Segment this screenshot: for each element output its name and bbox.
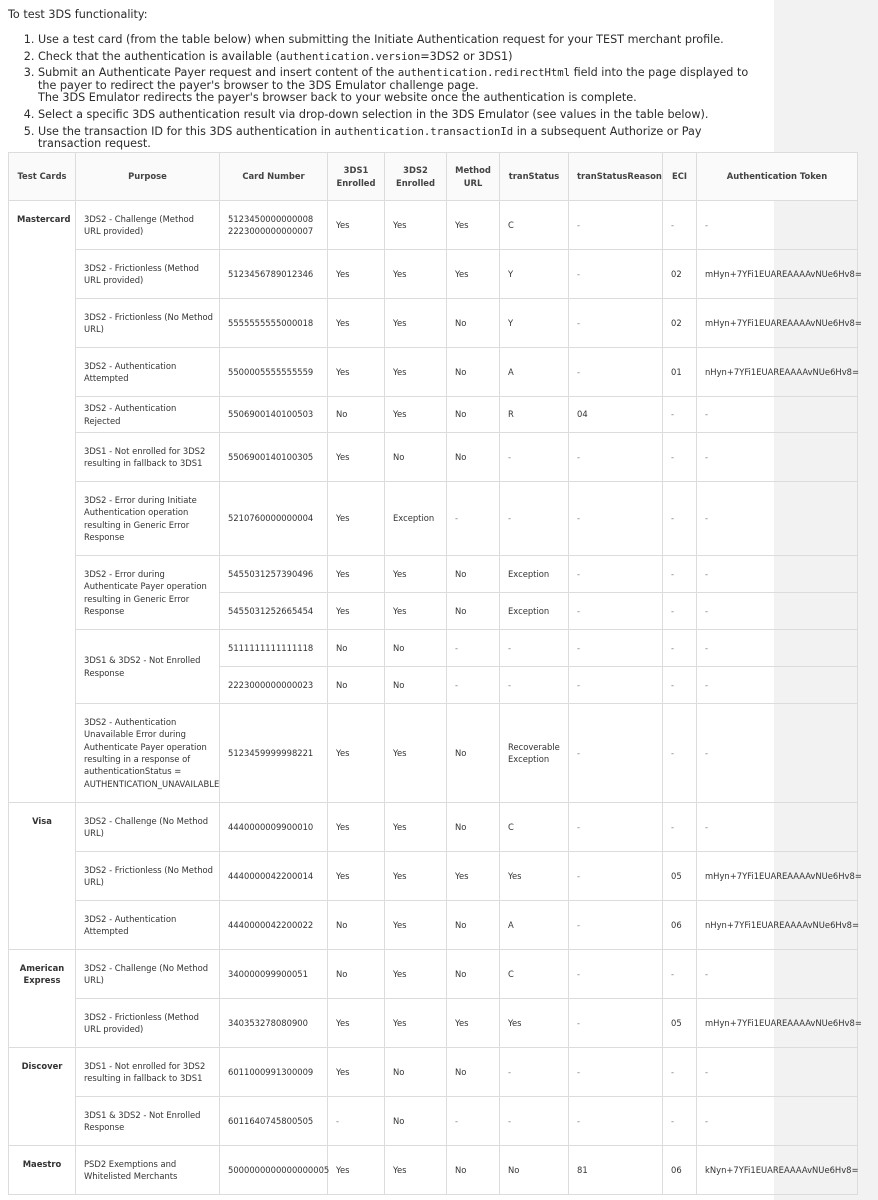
table-row: 3DS1 & 3DS2 - Not Enrolled Response 6011640745800505 - No - - - - - xyxy=(9,1097,858,1146)
card-number-cell: 6011640745800505 xyxy=(220,1097,328,1146)
table-row: 3DS2 - Frictionless (Method URL provided) 340353278080900 Yes Yes Yes Yes - 05 mHyn+7YFi1EUAREAAAAvNUe6Hv8= xyxy=(9,999,858,1048)
purpose-cell: 3DS2 - Frictionless (No Method URL) xyxy=(76,299,220,348)
step-1: 1. Use a test card (from the table below) when submitting the Initiate Authentication request for your TEST merchant profile. xyxy=(38,34,768,47)
card-number-cell: 6011000991300009 xyxy=(220,1048,328,1097)
purpose-cell: 3DS1 & 3DS2 - Not Enrolled Response xyxy=(76,630,220,704)
step-5: 5. Use the transaction ID for this 3DS authentication in authentication.transactionId in a subsequent Authorize or Pay transaction request. xyxy=(38,126,768,151)
table-row: 3DS2 - Authentication Unavailable Error during Authenticate Payer operation resulting in a response of authenticationStatus = AUTHENTICATION_UNAVAILABLE 5123459999998221 Yes Yes No Recoverable Exception - - - xyxy=(9,704,858,803)
instructions xyxy=(8,0,768,155)
purpose-cell: 3DS2 - Challenge (Method URL provided) xyxy=(76,201,220,250)
table-row: 3DS2 - Frictionless (No Method URL) 4440000042200014 Yes Yes Yes Yes - 05 mHyn+7YFi1EUAREAAAAvNUe6Hv8= xyxy=(9,852,858,901)
brand-visa: Visa xyxy=(9,803,76,950)
purpose-cell: 3DS2 - Frictionless (Method URL provided) xyxy=(76,250,220,299)
table-row: 3DS2 - Error during Initiate Authentication operation resulting in Generic Error Response 5210760000000004 Yes Exception - - - - - xyxy=(9,482,858,556)
code-redirect-html: authentication.redirectHtml xyxy=(397,67,571,80)
purpose-cell: 3DS2 - Authentication Rejected xyxy=(76,397,220,433)
table-row: 5455031252665454 Yes Yes No Exception - - - xyxy=(9,593,858,630)
card-number-cell: 5555555555000018 xyxy=(220,299,328,348)
card-number-cell: 4440000009900010 xyxy=(220,803,328,852)
table-row: American Express 3DS2 - Challenge (No Method URL) 340000099900051 No Yes No C - - - xyxy=(9,950,858,999)
col-auth-token: Authentication Token xyxy=(697,153,858,201)
step-2: 2. Check that the authentication is available (authentication.version=3DS2 or 3DS1) xyxy=(38,51,768,64)
brand-discover: Discover xyxy=(9,1048,76,1146)
col-test-cards: Test Cards xyxy=(9,153,76,201)
purpose-cell: PSD2 Exemptions and Whitelisted Merchants xyxy=(76,1146,220,1195)
code-version: authentication.version xyxy=(279,50,421,63)
card-number-cell: 5500005555555559 xyxy=(220,348,328,397)
card-number-cell: 5210760000000004 xyxy=(220,482,328,556)
card-number-cell: 5000000000000000005 xyxy=(220,1146,328,1195)
col-purpose: Purpose xyxy=(76,153,220,201)
col-tran-status: tranStatus xyxy=(500,153,569,201)
step-3: 3. Submit an Authenticate Payer request and insert content of the authentication.redirectHtml field into the page displayed to the payer to redirect the payer's browser to the 3DS Emulator challenge page. The 3DS Emulator redirects the payer's browser back to your website once the authentication is complete. xyxy=(38,67,768,105)
card-number-cell: 5123459999998221 xyxy=(220,704,328,803)
table-row: 3DS2 - Frictionless (No Method URL) 5555555555000018 Yes Yes No Y - 02 mHyn+7YFi1EUAREAAAAvNUe6Hv8= xyxy=(9,299,858,348)
table-row: 2223000000000023 No No - - - - - xyxy=(9,667,858,704)
table-row: Maestro PSD2 Exemptions and Whitelisted Merchants 5000000000000000005 Yes Yes No No 81 06 kNyn+7YFi1EUAREAAAAvNUe6Hv8= xyxy=(9,1146,858,1195)
table-row: Discover 3DS1 - Not enrolled for 3DS2 resulting in fallback to 3DS1 6011000991300009 Yes No No - - - - xyxy=(9,1048,858,1097)
table-row: 3DS2 - Authentication Rejected 5506900140100503 No Yes No R 04 - - xyxy=(9,397,858,433)
purpose-cell: 3DS2 - Error during Initiate Authentication operation resulting in Generic Error Response xyxy=(76,482,220,556)
purpose-cell: 3DS2 - Authentication Attempted xyxy=(76,348,220,397)
purpose-cell: 3DS1 - Not enrolled for 3DS2 resulting in fallback to 3DS1 xyxy=(76,433,220,482)
table-row: Visa 3DS2 - Challenge (No Method URL) 4440000009900010 Yes Yes No C - - - xyxy=(9,803,858,852)
table-row: 3DS2 - Authentication Attempted 5500005555555559 Yes Yes No A - 01 nHyn+7YFi1EUAREAAAAvNUe6Hv8= xyxy=(9,348,858,397)
table-row: 3DS1 - Not enrolled for 3DS2 resulting in fallback to 3DS1 5506900140100305 Yes No No - - - - xyxy=(9,433,858,482)
purpose-cell: 3DS2 - Frictionless (No Method URL) xyxy=(76,852,220,901)
table-row: 3DS2 - Frictionless (Method URL provided) 5123456789012346 Yes Yes Yes Y - 02 mHyn+7YFi1EUAREAAAAvNUe6Hv8= xyxy=(9,250,858,299)
purpose-cell: 3DS2 - Challenge (No Method URL) xyxy=(76,950,220,999)
table-row: 3DS1 & 3DS2 - Not Enrolled Response 5111111111111118 No No - - - - - xyxy=(9,630,858,667)
table-row: 3DS2 - Authentication Attempted 4440000042200022 No Yes No A - 06 nHyn+7YFi1EUAREAAAAvNUe6Hv8= xyxy=(9,901,858,950)
col-card-number: Card Number xyxy=(220,153,328,201)
intro-heading: To test 3DS functionality: xyxy=(8,8,148,21)
table-header-row xyxy=(9,153,858,201)
brand-maestro: Maestro xyxy=(9,1146,76,1195)
card-number-cell: 5123456789012346 xyxy=(220,250,328,299)
code-transaction-id: authentication.transactionId xyxy=(334,125,514,138)
card-number-cell: 4440000042200014 xyxy=(220,852,328,901)
col-tran-status-reason: tranStatusReason xyxy=(569,153,663,201)
test-cards-table xyxy=(8,152,862,1195)
purpose-cell: 3DS2 - Authentication Unavailable Error during Authenticate Payer operation resulting in a response of authenticationStatus = AUTHENTICATION_UNAVAILABLE xyxy=(76,704,220,803)
table-row: Mastercard 3DS2 - Challenge (Method URL provided) 5123450000000008 2223000000000007 Yes Yes Yes C - - - xyxy=(9,201,858,250)
brand-mastercard: Mastercard xyxy=(9,201,76,803)
brand-amex: American Express xyxy=(9,950,76,1048)
table-row: 3DS2 - Error during Authenticate Payer operation resulting in Generic Error Response 5455031257390496 Yes Yes No Exception - - - xyxy=(9,556,858,593)
col-3ds1-enrolled: 3DS1 Enrolled xyxy=(328,153,385,201)
card-number-cell: 5455031257390496 xyxy=(220,556,328,593)
purpose-cell: 3DS2 - Error during Authenticate Payer operation resulting in Generic Error Response xyxy=(76,556,220,630)
card-number-cell: 5123450000000008 2223000000000007 xyxy=(220,201,328,250)
purpose-cell: 3DS2 - Challenge (No Method URL) xyxy=(76,803,220,852)
card-number-cell: 340353278080900 xyxy=(220,999,328,1048)
card-number-cell: 5455031252665454 xyxy=(220,593,328,630)
step-4: 4. Select a specific 3DS authentication result via drop-down selection in the 3DS Emulator (see values in the table below). xyxy=(38,109,768,122)
purpose-cell: 3DS2 - Frictionless (Method URL provided) xyxy=(76,999,220,1048)
card-number-cell: 5111111111111118 xyxy=(220,630,328,667)
col-eci: ECI xyxy=(663,153,697,201)
col-method-url: Method URL xyxy=(447,153,500,201)
purpose-cell: 3DS1 - Not enrolled for 3DS2 resulting in fallback to 3DS1 xyxy=(76,1048,220,1097)
card-number-cell: 5506900140100503 xyxy=(220,397,328,433)
card-number-cell: 2223000000000023 xyxy=(220,667,328,704)
purpose-cell: 3DS2 - Authentication Attempted xyxy=(76,901,220,950)
card-number-cell: 340000099900051 xyxy=(220,950,328,999)
col-3ds2-enrolled: 3DS2 Enrolled xyxy=(385,153,447,201)
steps-list xyxy=(8,34,768,151)
card-number-cell: 4440000042200022 xyxy=(220,901,328,950)
card-number-cell: 5506900140100305 xyxy=(220,433,328,482)
purpose-cell: 3DS1 & 3DS2 - Not Enrolled Response xyxy=(76,1097,220,1146)
